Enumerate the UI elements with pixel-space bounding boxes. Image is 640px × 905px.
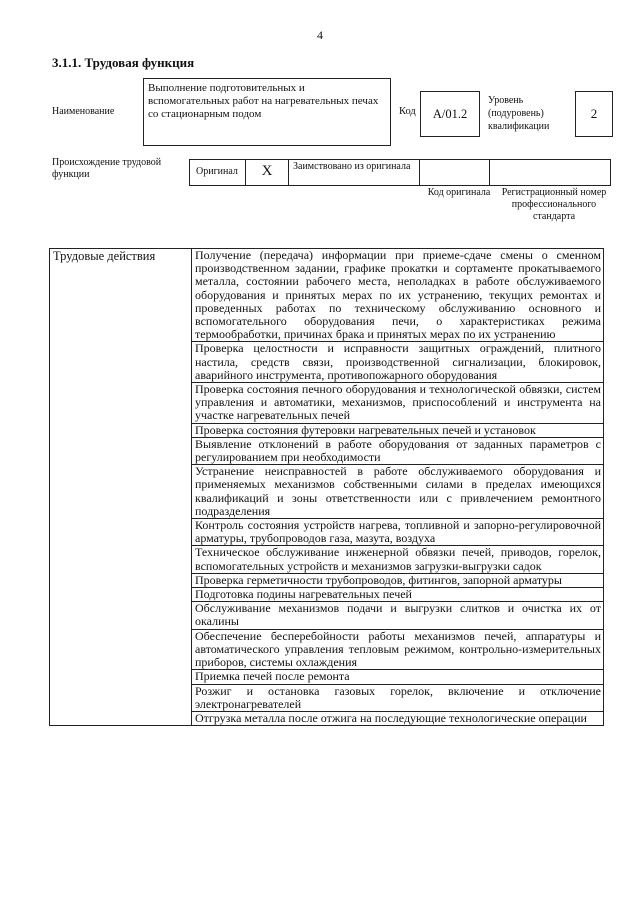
name-label: Наименование	[52, 106, 115, 117]
action-item: Подготовка подины нагревательных печей	[192, 588, 604, 602]
action-item: Устранение неисправностей в работе обслуживаемого оборудования и применяемых механизмов собственными силами в пределах имеющихся квалификаций и зоны ответственности или с привлечением ремонтного подразделения	[192, 465, 604, 519]
original-code-cell	[420, 160, 490, 185]
action-item: Контроль состояния устройств нагрева, топливной и запорно-регулировочной арматуры, трубопроводов газа, мазута, воздуха	[192, 519, 604, 546]
action-item: Выявление отклонений в работе оборудования от заданных параметров с регулированием при необходимости	[192, 437, 604, 464]
labor-actions-table	[49, 248, 604, 726]
origin-grid	[189, 159, 611, 186]
action-item: Проверка герметичности трубопроводов, фитингов, запорной арматуры	[192, 573, 604, 587]
qualification-level-label: Уровень (подуровень) квалификации	[488, 95, 550, 132]
action-item: Розжиг и остановка газовых горелок, включение и отключение электронагревателей	[192, 684, 604, 711]
reg-number-cell	[490, 160, 610, 185]
original-label: Оригинал	[190, 160, 246, 185]
action-item: Получение (передача) информации при приеме-сдаче смены о сменном производственном задании, графике прокатки и сортаменте прокатываемого металла, состоянии рабочего места, неполадках в работе обслуживаемого оборудования и принятых мерах по их устранению, текущих ремонтах и проведенных работах по техническому обслуживанию основного и вспомогательного оборудования печи, о характеристиках режима термообработки, причинах брака и принятых мерах по их устранению	[192, 249, 604, 342]
function-code: A/01.2	[420, 91, 480, 137]
action-item: Обслуживание механизмов подачи и выгрузки слитков и очистка их от окалины	[192, 602, 604, 629]
qualification-level: 2	[575, 91, 613, 137]
action-item: Проверка целостности и исправности защитных ограждений, плитного настила, средств связи, производственной сигнализации, блокировок, аварийного инструмента, противопожарного оборудования	[192, 342, 604, 383]
action-item: Отгрузка металла после отжига на последующие технологические операции	[192, 711, 604, 725]
table-row	[50, 249, 604, 342]
action-item: Приемка печей после ремонта	[192, 670, 604, 684]
code-label: Код	[399, 106, 416, 117]
original-mark: X	[246, 160, 289, 185]
borrowed-label: Заимствовано из оригинала	[289, 160, 420, 185]
action-item: Обеспечение бесперебойности работы механизмов печей, аппаратуры и автоматического управления тепловым режимом, контрольно-измерительных приборов, системы охлаждения	[192, 629, 604, 670]
function-name: Выполнение подготовительных и вспомогательных работ на нагревательных печах со стационарным подом	[143, 78, 391, 146]
page-number: 4	[317, 28, 323, 42]
action-item: Проверка состояния печного оборудования и технологической обвязки, систем управления и автоматики, механизмов, приспособлений и инструмента на участке нагревательных печей	[192, 383, 604, 424]
original-code-label: Код оригинала	[427, 187, 491, 198]
section-title: 3.1.1. Трудовая функция	[52, 55, 195, 70]
actions-label: Трудовые действия	[50, 249, 192, 726]
action-item: Проверка состояния футеровки нагревательных печей и установок	[192, 423, 604, 437]
reg-number-label: Регистрационный номер профессионального стандарта	[501, 187, 607, 222]
action-item: Техническое обслуживание инженерной обвязки печей, приводов, горелок, вспомогательных устройств и механизмов загрузки-выгрузки садок	[192, 546, 604, 573]
origin-label: Происхождение трудовой функции	[52, 157, 162, 180]
